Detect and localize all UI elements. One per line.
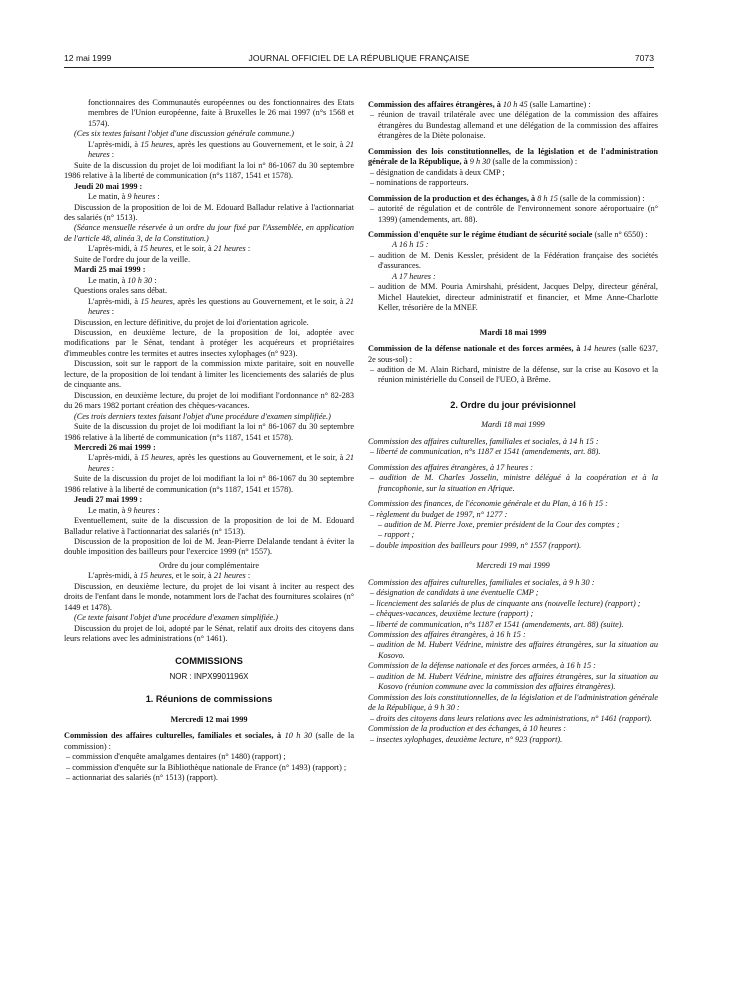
left-column	[64, 98, 354, 784]
commission-entry: Commission des finances, de l'économie générale et du Plan, à 16 h 15 :	[368, 499, 608, 509]
paragraph: Suite de la discussion du projet de loi modifiant la loi n° 86-1067 du 30 septembre 1986 relative à la liberté de communication (n°s 1187, 1541 et 1578).	[64, 422, 354, 442]
paragraph: Discussion, en lecture définitive, du projet de loi d'orientation agricole.	[74, 317, 309, 327]
list-item: – double imposition des bailleurs pour 1999, n° 1557 (rapport).	[370, 540, 582, 550]
list-item: – audition de M. Denis Kessler, président de la Fédération française des sociétés d'assurances.	[370, 250, 658, 271]
commission-entry: Commission des affaires étrangères, à 17 heures :	[368, 462, 533, 472]
list-item: – nominations de rapporteurs.	[370, 178, 469, 188]
list-item: – audition de M. Charles Josselin, ministre délégué à la coopération et à la francophonie, sur la situation en Afrique.	[370, 473, 658, 493]
list-item: – audition de M. Hubert Védrine, ministre des affaires étrangères, sur la situation au Kosovo.	[370, 640, 658, 660]
list-item: – audition de M. Alain Richard, ministre de la défense, sur la crise au Kosovo et la réunion ministérielle du Conseil de l'UEO, à Brême.	[370, 364, 658, 385]
list-item: – rapport ;	[378, 530, 415, 540]
paragraph: Discussion, en deuxième lecture, du projet de loi modifiant l'ordonnance n° 82-283 du 26 mars 1982 portant création des chèques-vacances.	[64, 390, 354, 411]
commission-entry: Commission de la production et des échanges, à 8 h 15 (salle de la commission) :	[368, 193, 645, 203]
note: (Ces trois derniers textes faisant l'objet d'une procédure d'examen simplifiée.)	[74, 411, 331, 421]
journal-title: JOURNAL OFFICIEL DE LA RÉPUBLIQUE FRANÇAISE	[248, 53, 470, 63]
list-item: – audition de MM. Pouria Amirshahi, président, Jacques Delpy, directeur général, Michel Hautekiet, directeur administratif et financier, et Mme Anne-Charlotte Keller, trésorière de la MNEF.	[370, 282, 658, 313]
paragraph: Discussion de la proposition de loi de M. Jean-Pierre Delalande tendant à éviter la double imposition des bailleurs pour l'exercice 1999 (n° 1557).	[64, 537, 354, 557]
commission-entry: Commission de la production et des échanges, à 10 heures :	[368, 724, 567, 734]
list-item: – licenciement des salariés de plus de cinquante ans (nouvelle lecture) (rapport) ;	[370, 598, 641, 608]
list-item: – insectes xylophages, deuxième lecture, n° 923 (rapport).	[370, 734, 563, 744]
list-item: – droits des citoyens dans leurs relations avec les administrations, n° 1461 (rapport).	[370, 713, 652, 723]
right-column	[368, 100, 658, 745]
day-heading: Mardi 25 mai 1999 :	[74, 265, 146, 275]
header-rule	[64, 67, 654, 68]
page-header	[64, 53, 654, 67]
section-heading: 2. Ordre du jour prévisionnel	[450, 399, 576, 410]
session-time: L'après-midi, à 15 heures, après les questions au Gouvernement, et le soir, à 21 heures :	[88, 139, 355, 160]
list-item: – liberté de communication, n°s 1187 et 1541 (amendements, art. 88).	[370, 447, 601, 457]
commission-entry: Commission de la défense nationale et des forces armées, à 16 h 15 :	[368, 661, 596, 671]
commission-entry: Commission des affaires étrangères, à 10 h 45 (salle Lamartine) :	[368, 100, 591, 109]
nor-reference: NOR : INPX9901196X	[169, 672, 249, 682]
paragraph: Discussion de la proposition de loi de M. Edouard Balladur relative à l'actionnariat des salariés (n° 1513).	[64, 202, 354, 222]
header-date: 12 mai 1999	[64, 53, 112, 63]
day-heading: Mercredi 26 mai 1999 :	[74, 442, 156, 452]
list-item: – réunion de travail trilatérale avec une délégation de la commission des affaires étrangères du Bundestag allemand et une délégation de la commission des affaires étrangères de la Diète polonaise.	[370, 110, 658, 141]
paragraph: fonctionnaires des Communautés européennes ou des fonctionnaires des Etats membres de l'Union européenne, faite à Bruxelles le 26 mai 1997 (n°s 1568 et 1574).	[88, 98, 354, 128]
note: (Séance mensuelle réservée à un ordre du jour fixé par l'Assemblée, en application de l'article 48, alinéa 3, de la Constitution.)	[64, 223, 354, 243]
paragraph: Discussion du projet de loi, adopté par le Sénat, relatif aux droits des citoyens dans leurs relations avec les administrations (n° 1461).	[64, 623, 354, 644]
list-item: – commission d'enquête sur la Bibliothèque nationale de France (n° 1493) (rapport) ;	[66, 762, 347, 772]
session-time: Le matin, à 9 heures :	[88, 505, 160, 515]
list-item: – désignation de candidats à une éventuelle CMP ;	[370, 588, 539, 598]
commission-entry: Commission des affaires culturelles, familiales et sociales, à 10 h 30 (salle de la commission) :	[64, 731, 354, 751]
list-item: – liberté de communication, n°s 1187 et 1541 (amendements, art. 88) (suite).	[370, 619, 624, 629]
commission-entry: Commission des lois constitutionnelles, de la législation et de l'administration générale de la République, à 9 h 30 :	[368, 692, 658, 713]
paragraph: Suite de la discussion du projet de loi modifiant la loi n° 86-1067 du 30 septembre 1986 relative à la liberté de communication (n°s 1187, 1541 et 1578).	[64, 160, 354, 181]
list-item: – chèques-vacances, deuxième lecture (rapport) ;	[370, 609, 534, 619]
list-item: – désignation de candidats à deux CMP ;	[370, 167, 505, 177]
day-heading: Jeudi 27 mai 1999 :	[74, 495, 143, 505]
subheading: Ordre du jour complémentaire	[158, 560, 260, 570]
list-item: – actionnariat des salariés (n° 1513) (rapport).	[66, 773, 218, 783]
time-label: A 17 heures :	[392, 271, 436, 281]
session-time: L'après-midi, à 15 heures, après les questions au Gouvernement, et le soir, à 21 heures :	[88, 296, 355, 317]
time-label: A 16 h 15 :	[392, 240, 429, 250]
note: (Ces six textes faisant l'objet d'une discussion générale commune.)	[74, 129, 295, 139]
session-time: L'après-midi, à 15 heures, après les questions au Gouvernement, et le soir, à 21 heures :	[88, 453, 355, 473]
paragraph: Suite de l'ordre du jour de la veille.	[74, 254, 191, 264]
paragraph: Discussion, en deuxième lecture, de la proposition de loi, adoptée avec modifications par le Sénat, tendant à protéger les acquéreurs et propriétaires d'immeubles contre les termites et autres insectes xylophages (n° 923).	[64, 327, 354, 358]
paragraph: Suite de la discussion du projet de loi modifiant la loi n° 86-1067 du 30 septembre 1986 relative à la liberté de communication (n°s 1187, 1541 et 1578).	[64, 474, 354, 494]
date-heading: Mardi 18 mai 1999	[481, 420, 545, 430]
list-item: – règlement du budget de 1997, n° 1277 :	[370, 509, 508, 519]
date-heading: Mercredi 12 mai 1999	[170, 714, 248, 724]
section-title: COMMISSIONS	[175, 654, 243, 666]
day-heading: Jeudi 20 mai 1999 :	[74, 181, 143, 191]
list-item: – audition de M. Hubert Védrine, ministre des affaires étrangères, sur la situation au Kosovo (réunion commune avec la commission des affaires étrangères).	[370, 671, 658, 692]
page-number: 7073	[634, 53, 654, 63]
session-time: Le matin, à 10 h 30 :	[88, 275, 157, 285]
date-heading: Mercredi 19 mai 1999	[476, 561, 550, 571]
session-time: L'après-midi, à 15 heures, et le soir, à 21 heures :	[88, 571, 251, 581]
list-item: – commission d'enquête amalgames dentaires (n° 1480) (rapport) ;	[66, 752, 286, 762]
paragraph: Discussion, en deuxième lecture, du projet de loi visant à inciter au respect des droits de l'enfant dans le monde, notamment lors de l'achat des fournitures scolaires (n° 1449 et 1478).	[64, 581, 354, 612]
commission-entry: Commission des affaires étrangères, à 16 h 15 :	[368, 630, 526, 640]
commission-entry: Commission des lois constitutionnelles, de la législation et de l'administration générale de la République, à 9 h 30 (salle de la commission) :	[368, 146, 658, 167]
session-time: Le matin, à 9 heures :	[88, 192, 160, 202]
paragraph: Questions orales sans débat.	[74, 286, 168, 296]
list-item: – audition de M. Pierre Joxe, premier président de la Cour des comptes ;	[378, 519, 620, 529]
note: (Ce texte faisant l'objet d'une procédure d'examen simplifiée.)	[74, 613, 278, 623]
list-item: – autorité de régulation et de contrôle de l'environnement sonore aéroportuaire (n° 1399) (amendements, art. 88).	[370, 204, 658, 224]
commission-entry: Commission de la défense nationale et des forces armées, à 14 heures (salle 6237, 2e sous-sol) :	[368, 344, 658, 364]
paragraph: Discussion, soit sur le rapport de la commission mixte paritaire, soit en nouvelle lecture, de la proposition de loi tendant à limiter les licenciements des salariés de plus de cinquante ans.	[64, 359, 354, 390]
commission-entry: Commission d'enquête sur le régime étudiant de sécurité sociale (salle n° 6550) :	[368, 229, 648, 239]
paragraph: Eventuellement, suite de la discussion de la proposition de loi de M. Edouard Balladur relative à l'actionnariat des salariés (n° 1513).	[64, 516, 354, 536]
session-time: L'après-midi, à 15 heures, et le soir, à 21 heures :	[88, 244, 251, 254]
date-heading: Mardi 18 mai 1999	[479, 327, 547, 337]
section-heading: 1. Réunions de commissions	[145, 694, 273, 705]
commission-entry: Commission des affaires culturelles, familiales et sociales, à 14 h 15 :	[368, 436, 599, 446]
commission-entry: Commission des affaires culturelles, familiales et sociales, à 9 h 30 :	[368, 577, 595, 587]
